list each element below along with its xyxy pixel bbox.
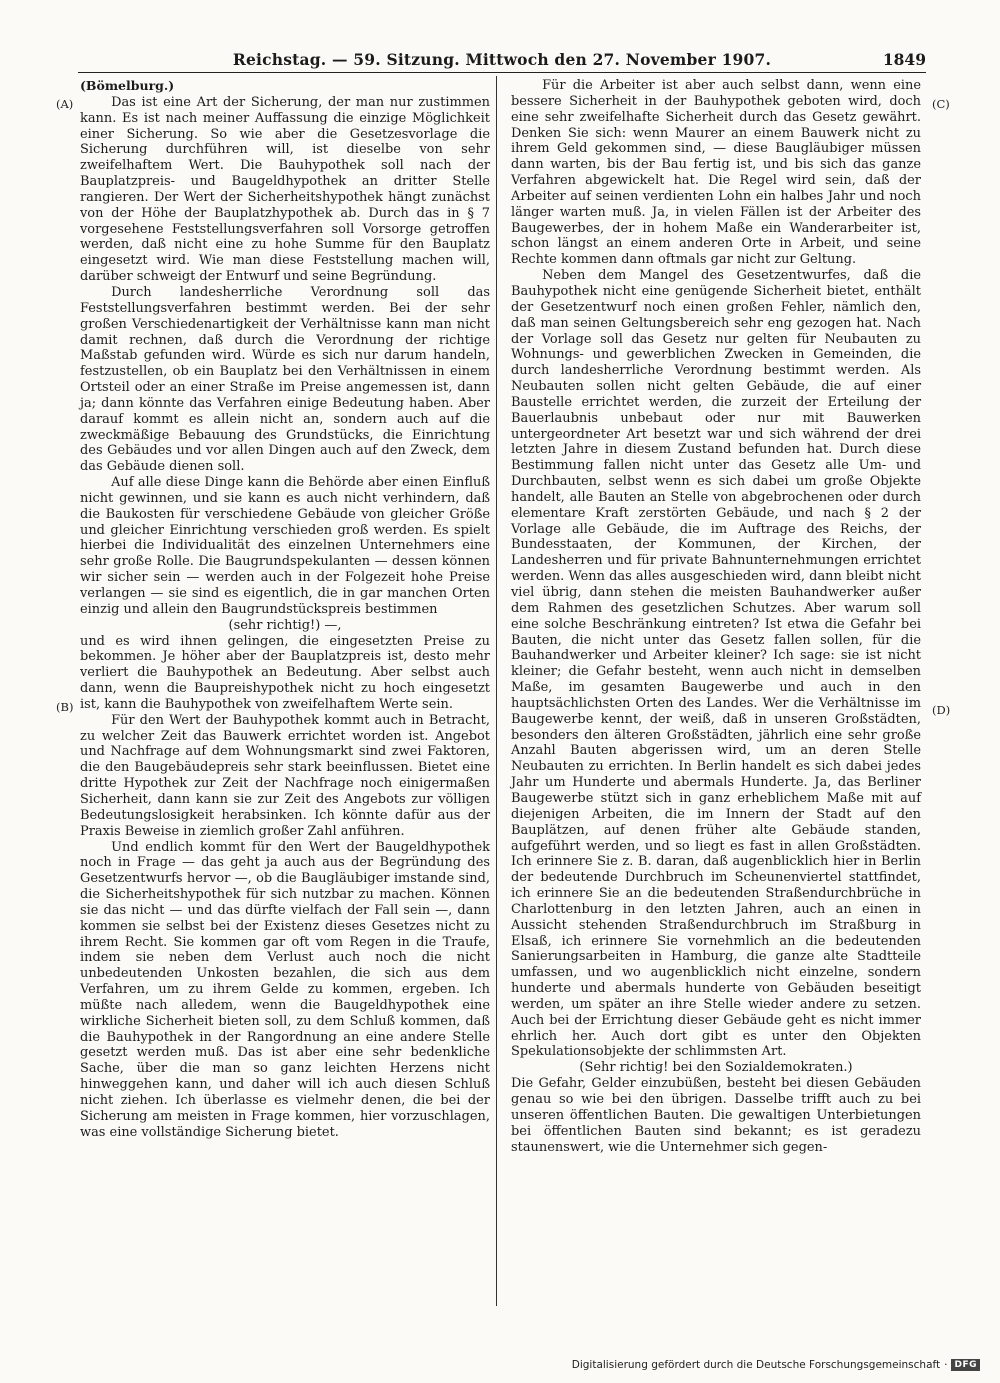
paragraph: Die Gefahr, Gelder einzubüßen, besteht bei diesen Gebäuden genau so wie bei den übrigen. Dasselbe trifft auch zu bei unseren öffentlichen Bauten. Die gewaltigen Unterbietungen bei öffentlichen Bauten sind bekannt; es ist geradezu staunenswert, wie die Unternehmer sich gegen-	[511, 1076, 921, 1155]
margin-marker-a: (A)	[56, 97, 74, 111]
margin-marker-b: (B)	[56, 700, 74, 714]
page-number: 1849	[882, 50, 926, 69]
page-header	[78, 50, 926, 73]
paragraph: Das ist eine Art der Sicherung, der man nur zustimmen kann. Es ist nach meiner Auffassung die einzige Möglichkeit einer Sicherung. So wie aber die Gesetzesvorlage die Sicherung durchführen will, ist dieselbe von sehr zweifelhaftem Wert. Die Bauhypothek soll nach der Bauplatzpreis- und Baugeldhypothek an dritter Stelle rangieren. Der Wert der Sicherheitshypothek hängt zunächst von der Höhe der Bauplatzhypothek ab. Durch das in § 7 vorgesehene Feststellungsverfahren soll Vorsorge getroffen werden, daß nicht eine zu hohe Summe für den Bauplatz eingesetzt wird. Wie man diese Feststellung machen will, darüber schweigt der Entwurf und seine Begründung.	[80, 94, 490, 285]
paragraph: und es wird ihnen gelingen, die eingesetzten Preise zu bekommen. Je höher aber der Bauplatzpreis ist, desto mehr verliert die Bauhypothek an Bedeutung. Aber selbst auch dann, wenn die Baupreishypothek nicht zu hoch eingesetzt ist, kann die Bauhypothek von zweifelhaftem Werte sein.	[80, 633, 490, 712]
footer-text: Digitalisierung gefördert durch die Deutsche Forschungsgemeinschaft	[571, 1359, 941, 1371]
margin-marker-d: (D)	[932, 703, 951, 717]
paragraph: Auf alle diese Dinge kann die Behörde aber einen Einfluß nicht gewinnen, und sie kann es auch nicht verhindern, daß die Baukosten für verschiedene Gebäude von gleicher Größe und gleicher Einrichtung verschieden groß werden. Es spielt hierbei die Individualität des einzelnen Unternehmers eine sehr große Rolle. Die Baugrundspekulanten — dessen können wir sicher sein — werden auch in der Folgezeit hohe Preise verlangen — sie sind es eigentlich, die in gar manchen Orten einzig und allein den Baugrundstückspreis bestimmen	[80, 475, 490, 617]
right-column	[511, 78, 921, 1155]
left-column	[80, 78, 490, 1141]
speaker-name: (Bömelburg.)	[80, 78, 175, 93]
interjection: (sehr richtig!) —,	[228, 617, 342, 633]
paragraph: Und endlich kommt für den Wert der Baugeldhypothek noch in Frage — das geht ja auch aus der Begründung des Gesetzentwurfs hervor —, ob die Baugläubiger imstande sind, die Sicherheitshypothek für sich nutzbar zu machen. Können sie das nicht — und das dürfte vielfach der Fall sein —, dann kommen sie selbst bei der Existenz dieses Gesetzes nicht zu ihrem Recht. Sie kommen gar oft vom Regen in die Traufe, indem sie neben dem Verlust auch noch die nicht unbedeutenden Unkosten bezahlen, die sich aus dem Verfahren, um zu ihrem Gelde zu kommen, ergeben. Ich müßte nach alledem, wenn die Baugeldhypothek eine wirkliche Sicherheit bieten soll, zu dem Schluß kommen, daß die Bauhypothek in der Rangordnung an eine andere Stelle gesetzt werden muß. Das ist aber eine sehr bedenkliche Sache, über die man so ganz leichten Herzens nicht hinweggehen kann, und daher will ich auch diesen Schluß nicht ziehen. Ich überlasse es vielmehr denen, die bei der Sicherung am meisten in Frage kommen, hier vorzuschlagen, was eine vollständige Sicherung bietet.	[80, 839, 490, 1140]
paragraph: Durch landesherrliche Verordnung soll das Feststellungsverfahren bestimmt werden. Bei der sehr großen Verschiedenartigkeit der Verhältnisse kann man nicht damit rechnen, daß durch die Verordnung der richtige Maßstab gefunden wird. Würde es sich nur darum handeln, festzustellen, ob ein Bauplatz bei den Verhältnissen in einem Ortsteil oder an einer Straße im Preise angemessen ist, dann ja; dann könnte das Verfahren einige Bedeutung haben. Aber darauf kommt es allein nicht an, sondern auch auf die zweckmäßige Bebauung des Grundstücks, die Einrichtung des Gebäudes und vor allen Dingen auch auf den Zweck, dem das Gebäude dienen soll.	[80, 284, 490, 475]
paragraph: Neben dem Mangel des Gesetzentwurfes, daß die Bauhypothek nicht eine genügende Sicherheit bietet, enthält der Gesetzentwurf noch einen großen Fehler, nämlich den, daß man seinen Geltungsbereich sehr eng gezogen hat. Nach der Vorlage soll das Gesetz nur gelten für Neubauten zu Wohnungs- und gewerblichen Zwecken in Gemeinden, die durch landesherrliche Verordnung bestimmt werden. Als Neubauten sollen nicht gelten Gebäude, die auf einer Baustelle errichtet werden, die zurzeit der Erteilung der Bauerlaubnis unbebaut oder nur mit Bauwerken untergeordneter Art besetzt war und sich während der drei letzten Jahre in diesem Zustand befunden hat. Durch diese Bestimmung fallen nicht unter das Gesetz alle Um- und Durchbauten, selbst wenn es sich dabei um große Objekte handelt, alle Bauten an Stelle von abgebrochenen oder durch elementare Kraft zerstörten Gebäude, und nach § 2 der Vorlage alle Gebäude, die im Auftrage des Reichs, der Bundesstaaten, der Kommunen, der Kirchen, der Landesherren und für private Bahnunternehmungen errichtet werden. Wenn das alles ausgeschieden wird, dann bleibt nicht viel übrig, dann stehen die meisten Bauhandwerker außer dem Rahmen des gesetzlichen Schutzes. Aber warum soll eine solche Beschränkung eintreten? Ist etwa die Gefahr bei Bauten, die nicht unter das Gesetz fallen sollen, für die Bauhandwerker und Arbeiter kleiner? Ich sage: sie ist nicht kleiner; die Gefahr besteht, wenn auch nicht in demselben Maße, im gesamten Baugewerbe und auch in den hauptsächlichsten Orten des Landes. Wer die Verhältnisse im Baugewerbe kennt, der weiß, daß in unseren Großstädten, besonders den älteren Großstädten, jährlich eine sehr große Anzahl Bauten abgerissen wird, um an deren Stelle Neubauten zu errichten. In Berlin handelt es sich dabei jedes Jahr um Hunderte und abermals Hunderte. Ja, das Berliner Baugewerbe stützt sich in ganz erheblichem Maße mit auf diejenigen Arbeiten, die im Innern der Stadt auf den Bauplätzen, auf denen früher alte Gebäude standen, aufgeführt werden, und so liegt es fast in allen Großstädten. Ich erinnere Sie z. B. daran, daß augenblicklich hier in Berlin der bedeutende Durchbruch im Scheunenviertel stattfindet, ich erinnere Sie an die bedeutenden Straßendurchbrüche in Charlottenburg in den letzten Jahren, auch an einen in Aussicht stehenden Straßendurchbruch im Straßburg in Elsaß, ich erinnere Sie vornehmlich an die bedeutenden Sanierungsarbeiten in Hamburg, die ganze alte Stadtteile umfassen, und wo augenblicklich nicht einzelne, sondern hunderte und abermals hunderte von Gebäuden beseitigt werden, um später an ihre Stelle wieder andere zu setzen. Auch bei der Errichtung dieser Gebäude geht es nicht immer ehrlich her. Auch dort gibt es unter den Objekten Spekulationsobjekte der schlimmsten Art.	[511, 268, 921, 1060]
margin-marker-c: (C)	[932, 97, 950, 111]
dfg-logo: DFG	[951, 1359, 980, 1371]
footer-separator: ·	[944, 1359, 948, 1371]
column-divider	[496, 76, 497, 1306]
interjection: (Sehr richtig! bei den Sozialdemokraten.)	[579, 1060, 853, 1076]
paragraph: Für den Wert der Bauhypothek kommt auch in Betracht, zu welcher Zeit das Bauwerk errichtet worden ist. Angebot und Nachfrage auf dem Wohnungsmarkt sind zwei Faktoren, die den Baugebäudepreis sehr stark beeinflussen. Bietet eine dritte Hypothek zur Zeit der Nachfrage noch einigermaßen Sicherheit, dann kann sie zur Zeit des Angebots zur völligen Bedeutungslosigkeit herabsinken. Ich könnte dafür aus der Praxis Beweise in ziemlich großer Zahl anführen.	[80, 712, 490, 839]
paragraph: Für die Arbeiter ist aber auch selbst dann, wenn eine bessere Sicherheit in der Bauhypothek geboten wird, doch eine sehr zweifelhafte Sicherheit durch das Gesetz gewährt. Denken Sie sich: wenn Maurer an einem Bauwerk nicht zu ihrem Geld gekommen sind, — diese Baugläubiger müssen dann warten, bis der Bau fertig ist, und bis sich das ganze Verfahren abgewickelt hat. Die Regel wird sein, daß der Arbeiter auf seinen verdienten Lohn ein halbes Jahr und noch länger warten muß. Ja, in vielen Fällen ist der Arbeiter des Baugewerbes, der in hohem Maße ein Wanderarbeiter ist, schon längst an einem anderen Orte in Arbeit, und seine Rechte kommen dann oftmals gar nicht zur Geltung.	[511, 78, 921, 268]
running-title: Reichstag. — 59. Sitzung. Mittwoch den 27. November 1907.	[232, 50, 772, 69]
footer-credit	[572, 1359, 980, 1371]
